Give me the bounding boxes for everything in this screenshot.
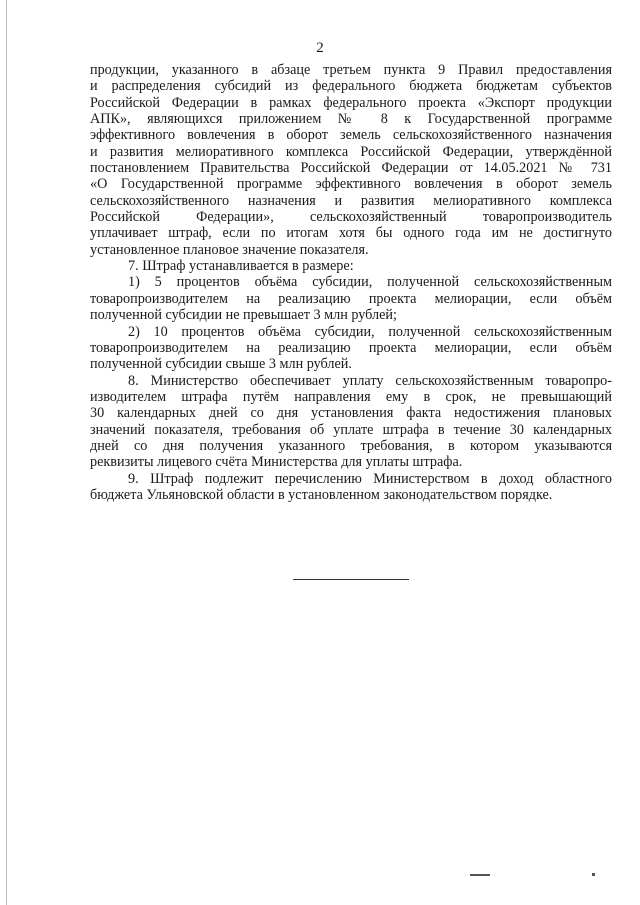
text-line: продукции, указанного в абзаце третьем пункта 9 Правил предоставления [90,62,612,78]
text-line: уплачивает штраф, если по итогам хотя бы одного года им не достигнуто [90,225,612,242]
end-of-document-separator [293,579,409,580]
text-line: товаропроизводителем на реализацию проекта мелиорации, если объём [90,339,612,356]
scan-edge-mark [6,0,7,905]
text-line: установленное плановое значение показателя. [90,241,369,258]
text-line: Российской Федерации», сельскохозяйственный товаропроизводитель [90,209,612,226]
text-line: значений показателя, требования об уплате штрафа в течение 30 календарных [90,421,612,438]
text-line: 8. Министерство обеспечивает уплату сельскохозяйственным товаропро- [128,372,612,389]
text-line: товаропроизводителем на реализацию проекта мелиорации, если объём [90,290,612,307]
text-line: Российской Федерации в рамках федерального проекта «Экспорт продукции [90,94,612,111]
text-line: 9. Штраф подлежит перечислению Министерством в доход областного [128,470,612,487]
scan-artifact-mark [470,874,490,876]
paragraph-7-heading: 7. Штраф устанавливается в размере: [128,258,354,275]
text-line: полученной субсидии не превышает 3 млн рублей; [90,307,397,324]
text-line: эффективного вовлечения в оборот земель сельскохозяйственного назначения [90,127,612,144]
text-line: дней со дня получения указанного требования, в котором указываются [90,437,612,454]
document-body [90,62,612,503]
text-line: АПК», являющихся приложением № 8 к Государственной программе [90,111,612,128]
text-line: 2) 10 процентов объёма субсидии, полученной сельскохозяйственным [128,323,612,340]
text-line: постановлением Правительства Российской Федерации от 14.05.2021 № 731 [90,160,612,177]
text-line: «О Государственной программе эффективного вовлечения в оборот земель [90,176,612,193]
text-line: и распределения субсидий из федерального бюджета бюджетам субъектов [90,78,612,95]
scan-artifact-mark [592,873,595,876]
text-line: сельскохозяйственного назначения и развития мелиоративного комплекса [90,192,612,209]
text-line: полученной субсидии свыше 3 млн рублей. [90,356,352,373]
text-line: реквизиты лицевого счёта Министерства для уплаты штрафа. [90,454,463,471]
text-line: изводителем штрафа путём направления ему в срок, не превышающий [90,388,612,405]
text-line: 1) 5 процентов объёма субсидии, полученной сельскохозяйственным [128,274,612,291]
text-line: бюджета Ульяновской области в установленном законодательством порядке. [90,486,553,503]
text-line: и развития мелиоративного комплекса Российской Федерации, утверждённой [90,143,612,160]
page-number: 2 [316,40,324,56]
text-line: 30 календарных дней со дня установления факта недостижения плановых [90,405,612,422]
